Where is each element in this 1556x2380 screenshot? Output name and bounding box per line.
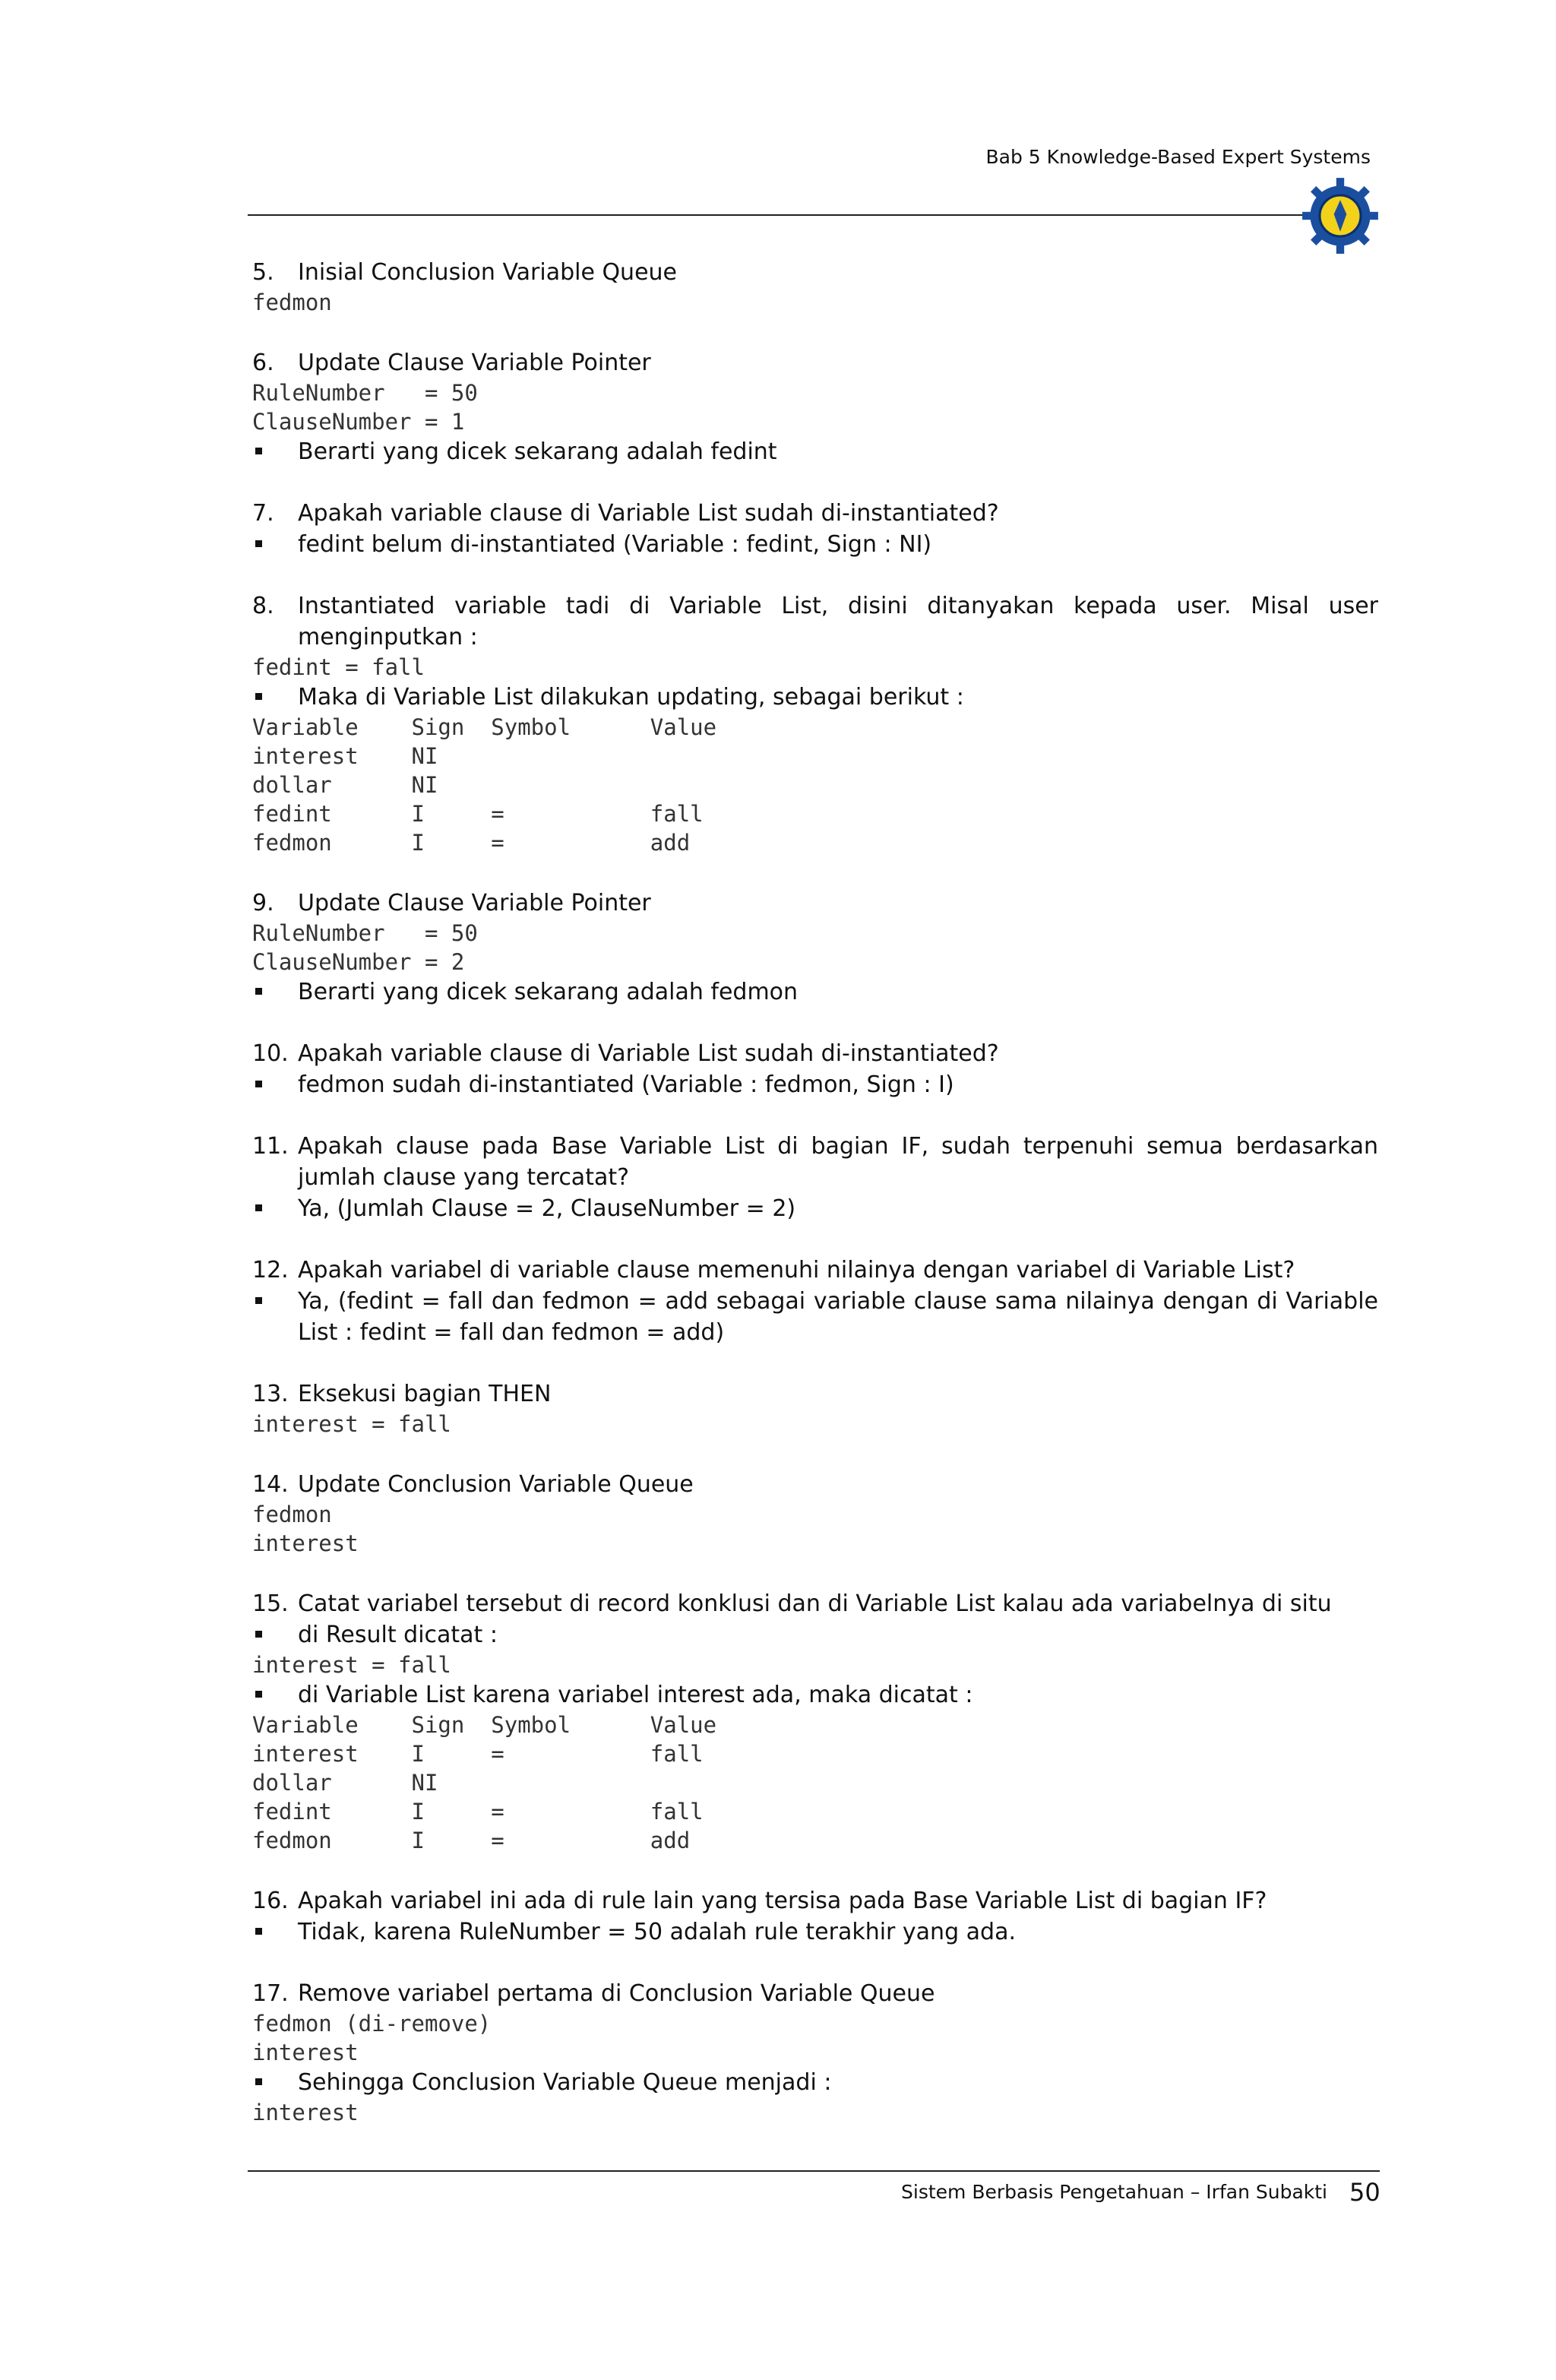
step-item — [252, 1131, 1378, 1224]
step-number: 11. — [252, 1133, 289, 1160]
bullet-text: fedmon sudah di-instantiated (Variable : fedmon, Sign : I) — [298, 1071, 954, 1098]
step-item — [252, 257, 1378, 317]
step-heading — [252, 1885, 1378, 1916]
bullet-item — [252, 682, 1378, 713]
step-heading — [252, 498, 1378, 529]
code-line: Variable Sign Symbol Value — [252, 714, 717, 740]
code-block — [252, 1650, 1378, 1679]
step-item — [252, 1469, 1378, 1558]
square-bullet-icon — [252, 682, 298, 713]
step-item — [252, 1378, 1378, 1438]
step-heading — [252, 1978, 1378, 2009]
square-bullet-icon — [252, 1916, 298, 1948]
code-line: dollar NI — [252, 1770, 438, 1796]
step-title: Catat variabel tersebut di record konklusi dan di Variable List kalau ada variabelnya di situ — [298, 1590, 1332, 1617]
code-line: ClauseNumber = 1 — [252, 409, 465, 435]
step-heading — [252, 1588, 1378, 1619]
step-number: 15. — [252, 1590, 289, 1617]
bullet-item — [252, 1916, 1378, 1948]
code-line: fedmon — [252, 290, 332, 315]
code-line: interest — [252, 1530, 359, 1556]
code-block — [252, 1500, 1378, 1558]
code-line: interest I = fall — [252, 1741, 704, 1767]
code-block — [252, 713, 1378, 857]
step-heading — [252, 257, 1378, 288]
step-item — [252, 1978, 1378, 2127]
step-title: Apakah variable clause di Variable List sudah di-instantiated? — [298, 500, 999, 527]
bullet-item — [252, 976, 1378, 1008]
code-block — [252, 2009, 1378, 2067]
document-body — [252, 257, 1378, 2157]
square-bullet-icon — [252, 2067, 298, 2098]
step-number: 5. — [252, 259, 274, 286]
code-line: fedint I = fall — [252, 801, 704, 827]
bullet-item — [252, 2067, 1378, 2098]
square-bullet-icon — [252, 436, 298, 467]
step-title: Apakah clause pada Base Variable List di bagian IF, sudah terpenuhi semua berdasarkan jumlah clause yang tercatat? — [298, 1133, 1378, 1191]
step-title: Apakah variabel ini ada di rule lain yang tersisa pada Base Variable List di bagian IF? — [298, 1888, 1267, 1914]
step-item — [252, 1885, 1378, 1948]
code-line: ClauseNumber = 2 — [252, 949, 465, 975]
running-header: Bab 5 Knowledge-Based Expert Systems — [985, 146, 1371, 168]
step-item — [252, 590, 1378, 857]
square-bullet-icon — [252, 976, 298, 1008]
step-title: Remove variabel pertama di Conclusion Variable Queue — [298, 1980, 935, 2007]
step-heading — [252, 1378, 1378, 1410]
step-number: 14. — [252, 1471, 289, 1498]
square-bullet-icon — [252, 529, 298, 560]
step-title: Update Conclusion Variable Queue — [298, 1471, 694, 1498]
step-heading — [252, 1255, 1378, 1286]
step-title: Apakah variabel di variable clause memenuhi nilainya dengan variabel di Variable List? — [298, 1257, 1295, 1283]
step-number: 16. — [252, 1888, 289, 1914]
bullet-text: di Variable List karena variabel interest ada, maka dicatat : — [298, 1682, 973, 1708]
bullet-text: Ya, (Jumlah Clause = 2, ClauseNumber = 2) — [298, 1195, 796, 1222]
code-block — [252, 653, 1378, 682]
bullet-text: fedint belum di-instantiated (Variable : fedint, Sign : NI) — [298, 531, 932, 558]
step-number: 13. — [252, 1381, 289, 1407]
step-item — [252, 1255, 1378, 1348]
bullet-text: Maka di Variable List dilakukan updating, sebagai berikut : — [298, 684, 964, 711]
square-bullet-icon — [252, 1679, 298, 1711]
code-block — [252, 919, 1378, 976]
code-line: interest — [252, 2100, 359, 2125]
university-logo-icon — [1301, 176, 1380, 255]
step-number: 6. — [252, 350, 274, 376]
header-rule — [248, 214, 1308, 216]
step-heading — [252, 347, 1378, 378]
step-number: 7. — [252, 500, 274, 527]
bullet-item — [252, 1286, 1378, 1348]
square-bullet-icon — [252, 1193, 298, 1224]
step-title: Update Clause Variable Pointer — [298, 890, 651, 916]
step-title: Eksekusi bagian THEN — [298, 1381, 552, 1407]
step-title: Inisial Conclusion Variable Queue — [298, 259, 677, 286]
bullet-item — [252, 1193, 1378, 1224]
code-block — [252, 1410, 1378, 1438]
bullet-text: Berarti yang dicek sekarang adalah fedmon — [298, 979, 799, 1005]
step-heading — [252, 590, 1378, 653]
bullet-text: Ya, (fedint = fall dan fedmon = add sebagai variable clause sama nilainya dengan di Variable List : fedint = fall dan fedmon = add) — [298, 1288, 1378, 1346]
code-line: interest = fall — [252, 1411, 451, 1437]
code-line: RuleNumber = 50 — [252, 380, 478, 406]
page-number: 50 — [1349, 2178, 1380, 2207]
bullet-text: di Result dicatat : — [298, 1622, 498, 1648]
step-heading — [252, 1038, 1378, 1069]
bullet-item — [252, 529, 1378, 560]
code-line: interest NI — [252, 743, 438, 769]
step-title: Instantiated variable tadi di Variable List, disini ditanyakan kepada user. Misal user menginputkan : — [298, 593, 1378, 650]
step-number: 12. — [252, 1257, 289, 1283]
code-line: fedint I = fall — [252, 1799, 704, 1825]
bullet-item — [252, 1069, 1378, 1100]
step-title: Apakah variable clause di Variable List sudah di-instantiated? — [298, 1040, 999, 1067]
code-line: fedmon (di-remove) — [252, 2011, 492, 2037]
code-line: interest = fall — [252, 1652, 451, 1678]
step-number: 8. — [252, 593, 274, 619]
code-block — [252, 2098, 1378, 2127]
code-line: fedmon I = add — [252, 830, 691, 856]
step-item — [252, 1588, 1378, 1855]
step-number: 9. — [252, 890, 274, 916]
code-line: Variable Sign Symbol Value — [252, 1712, 717, 1738]
step-item — [252, 1038, 1378, 1100]
running-footer: Sistem Berbasis Pengetahuan – Irfan Subakti — [901, 2181, 1327, 2203]
square-bullet-icon — [252, 1069, 298, 1100]
code-line: dollar NI — [252, 772, 438, 798]
step-item — [252, 888, 1378, 1008]
step-item — [252, 347, 1378, 467]
code-line: fedmon I = add — [252, 1828, 691, 1853]
code-line: fedint = fall — [252, 654, 425, 680]
step-heading — [252, 1131, 1378, 1193]
step-number: 17. — [252, 1980, 289, 2007]
code-line: interest — [252, 2040, 359, 2065]
code-line: RuleNumber = 50 — [252, 920, 478, 946]
code-line: fedmon — [252, 1502, 332, 1527]
bullet-text: Tidak, karena RuleNumber = 50 adalah rule terakhir yang ada. — [298, 1919, 1016, 1945]
step-number: 10. — [252, 1040, 289, 1067]
footer-rule — [248, 2170, 1380, 2172]
step-title: Update Clause Variable Pointer — [298, 350, 651, 376]
step-heading — [252, 1469, 1378, 1500]
code-block — [252, 288, 1378, 317]
square-bullet-icon — [252, 1619, 298, 1650]
step-item — [252, 498, 1378, 560]
bullet-item — [252, 1619, 1378, 1650]
code-block — [252, 378, 1378, 436]
code-block — [252, 1711, 1378, 1855]
bullet-item — [252, 436, 1378, 467]
step-heading — [252, 888, 1378, 919]
square-bullet-icon — [252, 1286, 298, 1348]
bullet-text: Sehingga Conclusion Variable Queue menjadi : — [298, 2069, 832, 2096]
bullet-item — [252, 1679, 1378, 1711]
bullet-text: Berarti yang dicek sekarang adalah fedint — [298, 438, 777, 465]
